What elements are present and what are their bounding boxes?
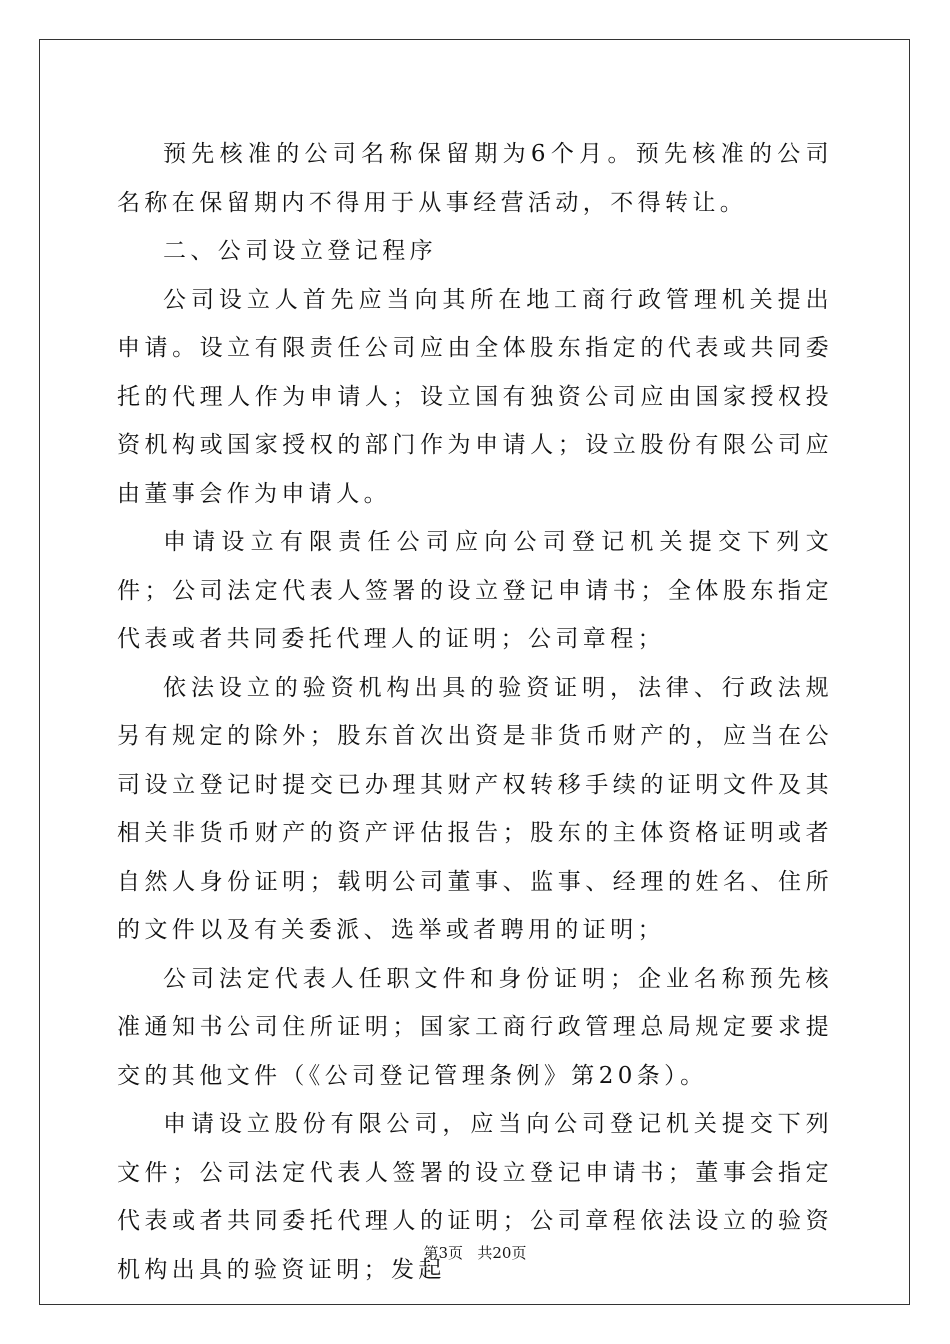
paragraph: 公司设立人首先应当向其所在地工商行政管理机关提出申请。设立有限责任公司应由全体股东指定的代表或共同委托的代理人作为申请人；设立国有独资公司应由国家授权投资机构或国家授权的部门作为申请人；设立股份有限公司应由董事会作为申请人。 <box>117 286 833 507</box>
page-number: 第3页 <box>423 1244 464 1262</box>
paragraph: 依法设立的验资机构出具的验资证明，法律、行政法规另有规定的除外；股东首次出资是非货币财产的，应当在公司设立登记时提交已办理其财产权转移手续的证明文件及其相关非货币财产的资产评估报告；股东的主体资格证明或者自然人身份证明；载明公司董事、监事、经理的姓名、住所的文件以及有关委派、选举或者聘用的证明； <box>117 674 833 943</box>
section-heading: 二、公司设立登记程序 <box>163 238 437 264</box>
paragraph: 申请设立股份有限公司，应当向公司登记机关提交下列文件；公司法定代表人签署的设立登记申请书；董事会指定代表或者共同委托代理人的证明；公司章程依法设立的验资机构出具的验资证明；发起 <box>117 1111 833 1283</box>
paragraph: 预先核准的公司名称保留期为6个月。预先核准的公司名称在保留期内不得用于从事经营活动，不得转让。 <box>117 141 833 216</box>
page-footer <box>0 1242 950 1263</box>
paragraph: 申请设立有限责任公司应向公司登记机关提交下列文件；公司法定代表人签署的设立登记申请书；全体股东指定代表或者共同委托代理人的证明；公司章程； <box>117 529 833 652</box>
paragraph: 公司法定代表人任职文件和身份证明；企业名称预先核准通知书公司住所证明；国家工商行政管理总局规定要求提交的其他文件（《公司登记管理条例》第20条）。 <box>117 965 833 1089</box>
document-body <box>117 130 833 1294</box>
page-total: 共20页 <box>477 1244 527 1262</box>
